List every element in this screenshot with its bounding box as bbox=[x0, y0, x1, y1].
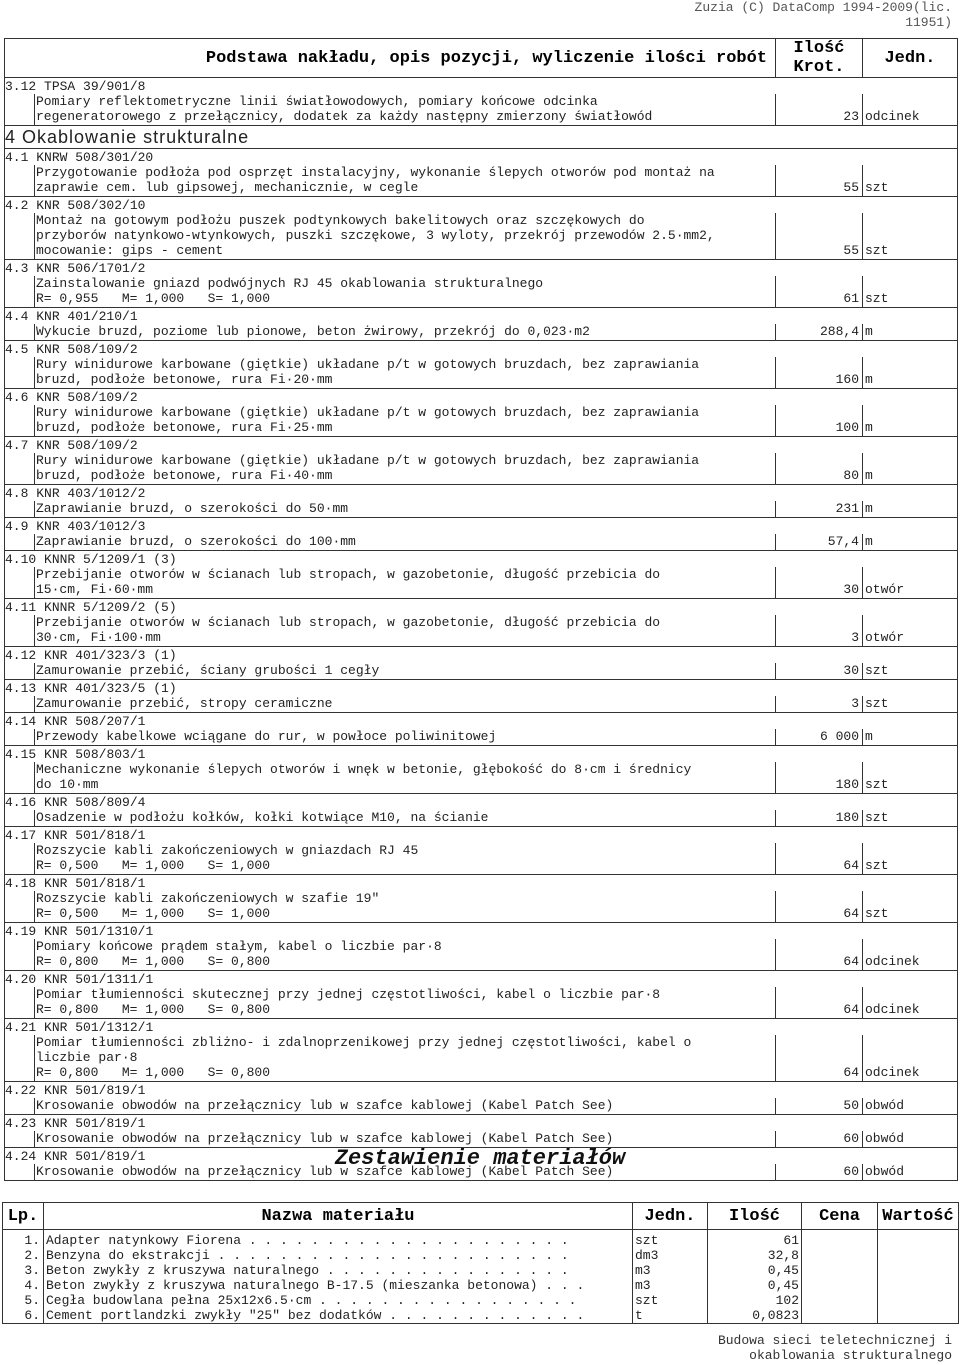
item-quantity: 64 bbox=[776, 939, 863, 971]
item-unit: otwór bbox=[863, 615, 958, 647]
item-code: KNR 508/109/2 bbox=[36, 438, 138, 453]
item-header bbox=[5, 713, 958, 730]
table-row bbox=[5, 501, 958, 518]
item-description: Pomiary końcowe prądem stałym, kabel o liczbie par·8 R= 0,800 M= 1,000 S= 0,800 bbox=[35, 939, 776, 971]
material-unit: dm3 bbox=[633, 1248, 708, 1263]
item-description: Zaprawianie bruzd, o szerokości do 100·mm bbox=[35, 534, 776, 551]
material-lp: 6. bbox=[3, 1308, 44, 1324]
section-title: 4 Okablowanie strukturalne bbox=[5, 126, 958, 149]
item-description: Krosowanie obwodów na przełącznicy lub w szafce kablowej (Kabel Patch See) bbox=[35, 1164, 776, 1181]
item-number: 4.11 bbox=[5, 600, 37, 615]
materials-title: Zestawienie materiałów bbox=[334, 1146, 626, 1171]
footer-line1: Budowa sieci teletechnicznej i bbox=[717, 1333, 952, 1348]
material-name: Benzyna do ekstrakcji . . . . . . . . . . . . . . . . . . . . . . . bbox=[44, 1248, 633, 1263]
item-header-row bbox=[5, 599, 958, 616]
item-quantity: 30 bbox=[776, 663, 863, 680]
item-unit: szt bbox=[863, 663, 958, 680]
item-description: Krosowanie obwodów na przełącznicy lub w szafce kablowej (Kabel Patch See) bbox=[35, 1098, 776, 1115]
item-description: Przygotowanie podłoża pod osprzęt instalacyjny, wykonanie ślepych otworów pod montaż na zaprawie cem. lub gipsowej, mechanicznie, w cegle bbox=[35, 165, 776, 197]
item-indent bbox=[5, 810, 35, 827]
item-description: Montaż na gotowym podłożu puszek podtynkowych bakelitowych oraz szczękowych do przyborów natynkowo-wtynkowych, puszki szczękowe, 3 wyloty, przekrój przewodów 2.5·mm2, mocowanie: gips - cement bbox=[35, 213, 776, 260]
item-header bbox=[5, 680, 958, 697]
item-indent bbox=[5, 534, 35, 551]
item-header bbox=[5, 1082, 958, 1099]
item-description: Przebijanie otworów w ścianach lub stropach, w gazobetonie, długość przebicia do 30·cm, Fi·100·mm bbox=[35, 615, 776, 647]
item-description: Pomiary reflektometryczne linii światłowodowych, pomiary końcowe odcinka regeneratorowego z przełącznicy, dodatek za każdy następny zmierzony światłowód bbox=[35, 94, 776, 126]
material-qty: 61 bbox=[708, 1230, 802, 1249]
item-code: KNR 501/819/1 bbox=[44, 1149, 146, 1164]
col-header-qty: Ilość Krot. bbox=[776, 39, 863, 78]
item-header bbox=[5, 485, 958, 502]
item-number: 4.2 bbox=[5, 198, 29, 213]
item-header-row bbox=[5, 713, 958, 730]
mat-header-qty: Ilość bbox=[708, 1203, 802, 1230]
item-quantity: 30 bbox=[776, 567, 863, 599]
material-row bbox=[3, 1308, 959, 1324]
item-code: KNR 501/818/1 bbox=[44, 876, 146, 891]
table-row bbox=[5, 729, 958, 746]
item-indent bbox=[5, 94, 35, 126]
item-header bbox=[5, 875, 958, 892]
item-code: KNR 501/818/1 bbox=[44, 828, 146, 843]
item-code: KNNR 5/1209/2 (5) bbox=[44, 600, 177, 615]
item-description: Osadzenie w podłożu kołków, kołki kotwiące M10, na ścianie bbox=[35, 810, 776, 827]
item-number: 3.12 bbox=[5, 79, 37, 94]
item-description: Rury winidurowe karbowane (giętkie) układane p/t w gotowych bruzdach, bez zaprawiania bruzd, podłoże betonowe, rura Fi·40·mm bbox=[35, 453, 776, 485]
item-indent bbox=[5, 405, 35, 437]
item-quantity: 160 bbox=[776, 357, 863, 389]
item-quantity: 55 bbox=[776, 213, 863, 260]
item-indent bbox=[5, 939, 35, 971]
item-header-row bbox=[5, 149, 958, 166]
item-indent bbox=[5, 453, 35, 485]
material-price bbox=[802, 1293, 878, 1308]
item-unit: odcinek bbox=[863, 1035, 958, 1082]
item-description: Zamurowanie przebić, ściany grubości 1 cegły bbox=[35, 663, 776, 680]
item-number: 4.13 bbox=[5, 681, 37, 696]
item-indent bbox=[5, 1035, 35, 1082]
table-row bbox=[5, 213, 958, 260]
item-description: Zainstalowanie gniazd podwójnych RJ 45 okablowania strukturalnego R= 0,955 M= 1,000 S= 1,000 bbox=[35, 276, 776, 308]
item-code: KNNR 5/1209/1 (3) bbox=[44, 552, 177, 567]
item-code: KNR 508/109/2 bbox=[36, 390, 138, 405]
item-header bbox=[5, 923, 958, 940]
item-code: KNR 501/1312/1 bbox=[44, 1020, 154, 1035]
table-title: Podstawa nakładu, opis pozycji, wyliczenie ilości robót bbox=[5, 39, 776, 78]
item-code: KNR 508/803/1 bbox=[44, 747, 146, 762]
item-header bbox=[5, 341, 958, 358]
item-quantity: 60 bbox=[776, 1164, 863, 1181]
material-value bbox=[878, 1278, 959, 1293]
item-number: 4.3 bbox=[5, 261, 29, 276]
item-header-row bbox=[5, 518, 958, 535]
material-lp: 3. bbox=[3, 1263, 44, 1278]
item-header-row bbox=[5, 437, 958, 454]
item-quantity: 61 bbox=[776, 276, 863, 308]
item-description: Rozszycie kabli zakończeniowych w gniazdach RJ 45 R= 0,500 M= 1,000 S= 1,000 bbox=[35, 843, 776, 875]
material-unit: szt bbox=[633, 1230, 708, 1249]
material-price bbox=[802, 1308, 878, 1324]
item-code: KNR 403/1012/3 bbox=[36, 519, 146, 534]
item-description: Mechaniczne wykonanie ślepych otworów i wnęk w betonie, głębokość do 8·cm i średnicy do 10·mm bbox=[35, 762, 776, 794]
item-description: Przewody kabelkowe wciągane do rur, w powłoce poliwinitowej bbox=[35, 729, 776, 746]
item-number: 4.17 bbox=[5, 828, 37, 843]
item-unit: szt bbox=[863, 762, 958, 794]
table-row bbox=[5, 405, 958, 437]
material-name: Cement portlandzki zwykły "25" bez dodatków . . . . . . . . . . . . . bbox=[44, 1308, 633, 1324]
item-header-row bbox=[5, 197, 958, 214]
item-indent bbox=[5, 324, 35, 341]
material-value bbox=[878, 1248, 959, 1263]
item-code: KNR 501/1310/1 bbox=[44, 924, 154, 939]
footer-project-name bbox=[652, 1333, 952, 1363]
work-items-table bbox=[4, 38, 958, 1181]
material-name: Adapter natynkowy Fiorena . . . . . . . . . . . . . . . . . . . . . bbox=[44, 1230, 633, 1249]
table-row bbox=[5, 615, 958, 647]
table-row bbox=[5, 843, 958, 875]
item-header bbox=[5, 647, 958, 664]
item-quantity: 50 bbox=[776, 1098, 863, 1115]
item-number: 4.12 bbox=[5, 648, 37, 663]
item-indent bbox=[5, 357, 35, 389]
item-header bbox=[5, 308, 958, 325]
item-unit: odcinek bbox=[863, 987, 958, 1019]
material-lp: 1. bbox=[3, 1230, 44, 1249]
materials-body bbox=[3, 1230, 959, 1324]
item-quantity: 64 bbox=[776, 891, 863, 923]
item-indent bbox=[5, 762, 35, 794]
material-row bbox=[3, 1248, 959, 1263]
item-number: 4.5 bbox=[5, 342, 29, 357]
item-quantity: 180 bbox=[776, 810, 863, 827]
item-header-row bbox=[5, 794, 958, 811]
item-quantity: 64 bbox=[776, 1035, 863, 1082]
item-quantity: 6 000 bbox=[776, 729, 863, 746]
item-header-row bbox=[5, 389, 958, 406]
item-code: KNR 401/210/1 bbox=[36, 309, 138, 324]
item-quantity: 64 bbox=[776, 843, 863, 875]
mat-header-price: Cena bbox=[802, 1203, 878, 1230]
item-number: 4.18 bbox=[5, 876, 37, 891]
mat-header-name: Nazwa materiału bbox=[44, 1203, 633, 1230]
item-header-row bbox=[5, 308, 958, 325]
item-number: 4.14 bbox=[5, 714, 37, 729]
material-price bbox=[802, 1278, 878, 1293]
item-header bbox=[5, 794, 958, 811]
material-value bbox=[878, 1230, 959, 1249]
item-header-row bbox=[5, 1115, 958, 1132]
item-indent bbox=[5, 987, 35, 1019]
item-unit: obwód bbox=[863, 1131, 958, 1148]
material-unit: m3 bbox=[633, 1278, 708, 1293]
section-row bbox=[5, 126, 958, 149]
item-header-row bbox=[5, 1082, 958, 1099]
mat-header-lp: Lp. bbox=[3, 1203, 44, 1230]
item-unit: m bbox=[863, 324, 958, 341]
table-row bbox=[5, 1035, 958, 1082]
material-value bbox=[878, 1263, 959, 1278]
material-qty: 0,45 bbox=[708, 1263, 802, 1278]
item-unit: odcinek bbox=[863, 94, 958, 126]
copyright-line1: Zuzia (C) DataComp 1994-2009(lic. bbox=[694, 0, 952, 15]
item-header bbox=[5, 599, 958, 616]
mat-header-unit: Jedn. bbox=[633, 1203, 708, 1230]
item-header-row bbox=[5, 971, 958, 988]
table-row bbox=[5, 94, 958, 126]
item-unit: szt bbox=[863, 810, 958, 827]
material-unit: t bbox=[633, 1308, 708, 1324]
table-row bbox=[5, 567, 958, 599]
material-price bbox=[802, 1230, 878, 1249]
material-unit: m3 bbox=[633, 1263, 708, 1278]
table-row bbox=[5, 534, 958, 551]
item-header bbox=[5, 197, 958, 214]
item-description: Przebijanie otworów w ścianach lub stropach, w gazobetonie, długość przebicia do 15·cm, Fi·60·mm bbox=[35, 567, 776, 599]
item-number: 4.7 bbox=[5, 438, 29, 453]
item-code: KNR 401/323/3 (1) bbox=[44, 648, 177, 663]
item-code: KNRW 508/301/20 bbox=[36, 150, 154, 165]
item-unit: szt bbox=[863, 696, 958, 713]
table-row bbox=[5, 987, 958, 1019]
material-name: Cegła budowlana pełna 25x12x6.5·cm . . . . . . . . . . . . . . . . . bbox=[44, 1293, 633, 1308]
item-quantity: 64 bbox=[776, 987, 863, 1019]
item-header bbox=[5, 827, 958, 844]
material-row bbox=[3, 1263, 959, 1278]
item-number: 4.6 bbox=[5, 390, 29, 405]
item-header bbox=[5, 518, 958, 535]
material-price bbox=[802, 1248, 878, 1263]
item-code: TPSA 39/901/8 bbox=[44, 79, 146, 94]
table-row bbox=[5, 810, 958, 827]
item-header bbox=[5, 551, 958, 568]
footer-line2: okablowania strukturalnego bbox=[749, 1348, 952, 1363]
item-description: Rozszycie kabli zakończeniowych w szafie 19" R= 0,500 M= 1,000 S= 1,000 bbox=[35, 891, 776, 923]
item-number: 4.21 bbox=[5, 1020, 37, 1035]
item-header bbox=[5, 746, 958, 763]
item-header-row bbox=[5, 875, 958, 892]
work-items-body bbox=[5, 78, 958, 1181]
material-row bbox=[3, 1230, 959, 1249]
item-number: 4.16 bbox=[5, 795, 37, 810]
material-lp: 5. bbox=[3, 1293, 44, 1308]
item-unit: szt bbox=[863, 843, 958, 875]
item-quantity: 23 bbox=[776, 94, 863, 126]
item-header bbox=[5, 260, 958, 277]
item-header-row bbox=[5, 746, 958, 763]
item-unit: szt bbox=[863, 165, 958, 197]
materials-table bbox=[2, 1202, 959, 1324]
item-number: 4.9 bbox=[5, 519, 29, 534]
item-indent bbox=[5, 663, 35, 680]
item-header bbox=[5, 389, 958, 406]
item-number: 4.23 bbox=[5, 1116, 37, 1131]
item-number: 4.1 bbox=[5, 150, 29, 165]
table-row bbox=[5, 357, 958, 389]
table-row bbox=[5, 696, 958, 713]
item-description: Pomiar tłumienności skutecznej przy jednej częstotliwości, kabel o liczbie par·8 R= 0,800 M= 1,000 S= 0,800 bbox=[35, 987, 776, 1019]
item-unit: szt bbox=[863, 213, 958, 260]
item-code: KNR 501/819/1 bbox=[44, 1083, 146, 1098]
item-quantity: 60 bbox=[776, 1131, 863, 1148]
item-header bbox=[5, 971, 958, 988]
item-quantity: 231 bbox=[776, 501, 863, 518]
item-code: KNR 508/207/1 bbox=[44, 714, 146, 729]
item-code: KNR 508/302/10 bbox=[36, 198, 146, 213]
item-code: KNR 501/819/1 bbox=[44, 1116, 146, 1131]
item-unit: obwód bbox=[863, 1098, 958, 1115]
item-indent bbox=[5, 165, 35, 197]
item-description: Rury winidurowe karbowane (giętkie) układane p/t w gotowych bruzdach, bez zaprawiania bruzd, podłoże betonowe, rura Fi·20·mm bbox=[35, 357, 776, 389]
item-header-row bbox=[5, 923, 958, 940]
material-value bbox=[878, 1308, 959, 1324]
item-indent bbox=[5, 1098, 35, 1115]
item-header-row bbox=[5, 341, 958, 358]
material-name: Beton zwykły z kruszywa naturalnego B-17.5 (mieszanka betonowa) . . . bbox=[44, 1278, 633, 1293]
material-qty: 0,45 bbox=[708, 1278, 802, 1293]
material-price bbox=[802, 1263, 878, 1278]
item-unit: odcinek bbox=[863, 939, 958, 971]
item-unit: m bbox=[863, 453, 958, 485]
item-quantity: 3 bbox=[776, 696, 863, 713]
item-description: Wykucie bruzd, poziome lub pionowe, beton żwirowy, przekrój do 0,023·m2 bbox=[35, 324, 776, 341]
item-number: 4.10 bbox=[5, 552, 37, 567]
item-quantity: 180 bbox=[776, 762, 863, 794]
item-unit: m bbox=[863, 357, 958, 389]
item-code: KNR 508/809/4 bbox=[44, 795, 146, 810]
item-unit: m bbox=[863, 501, 958, 518]
item-header-row bbox=[5, 485, 958, 502]
material-qty: 32,8 bbox=[708, 1248, 802, 1263]
item-number: 4.4 bbox=[5, 309, 29, 324]
material-qty: 102 bbox=[708, 1293, 802, 1308]
item-unit: m bbox=[863, 534, 958, 551]
material-unit: szt bbox=[633, 1293, 708, 1308]
item-header bbox=[5, 78, 958, 95]
item-unit: szt bbox=[863, 891, 958, 923]
item-code: KNR 508/109/2 bbox=[36, 342, 138, 357]
item-unit: obwód bbox=[863, 1164, 958, 1181]
table-row bbox=[5, 453, 958, 485]
material-qty: 0,0823 bbox=[708, 1308, 802, 1324]
material-row bbox=[3, 1278, 959, 1293]
item-header-row bbox=[5, 1019, 958, 1036]
copyright-line2: 11951) bbox=[905, 15, 952, 30]
table-row bbox=[5, 324, 958, 341]
item-quantity: 57,4 bbox=[776, 534, 863, 551]
table-row bbox=[5, 1098, 958, 1115]
material-lp: 2. bbox=[3, 1248, 44, 1263]
item-header bbox=[5, 149, 958, 166]
item-header-row bbox=[5, 551, 958, 568]
material-lp: 4. bbox=[3, 1278, 44, 1293]
item-header-row bbox=[5, 827, 958, 844]
material-value bbox=[878, 1293, 959, 1308]
table-row bbox=[5, 891, 958, 923]
item-quantity: 55 bbox=[776, 165, 863, 197]
item-header-row bbox=[5, 78, 958, 95]
item-description: Zaprawianie bruzd, o szerokości do 50·mm bbox=[35, 501, 776, 518]
item-number: 4.24 bbox=[5, 1149, 37, 1164]
item-indent bbox=[5, 729, 35, 746]
item-indent bbox=[5, 501, 35, 518]
item-indent bbox=[5, 567, 35, 599]
item-header-row bbox=[5, 647, 958, 664]
material-name: Beton zwykły z kruszywa naturalnego . . . . . . . . . . . . . . . . bbox=[44, 1263, 633, 1278]
item-code: KNR 401/323/5 (1) bbox=[44, 681, 177, 696]
item-quantity: 80 bbox=[776, 453, 863, 485]
table-row bbox=[5, 762, 958, 794]
item-header bbox=[5, 1115, 958, 1132]
item-header-row bbox=[5, 680, 958, 697]
item-number: 4.19 bbox=[5, 924, 37, 939]
item-quantity: 3 bbox=[776, 615, 863, 647]
item-indent bbox=[5, 615, 35, 647]
table-row bbox=[5, 663, 958, 680]
item-indent bbox=[5, 696, 35, 713]
item-code: KNR 501/1311/1 bbox=[44, 972, 154, 987]
mat-header-value: Wartość bbox=[878, 1203, 959, 1230]
item-code: KNR 506/1701/2 bbox=[36, 261, 146, 276]
item-number: 4.22 bbox=[5, 1083, 37, 1098]
item-number: 4.20 bbox=[5, 972, 37, 987]
table-row bbox=[5, 276, 958, 308]
item-header-row bbox=[5, 260, 958, 277]
item-indent bbox=[5, 276, 35, 308]
item-indent bbox=[5, 843, 35, 875]
item-header bbox=[5, 1019, 958, 1036]
item-indent bbox=[5, 891, 35, 923]
item-indent bbox=[5, 213, 35, 260]
item-description: Krosowanie obwodów na przełącznicy lub w szafce kablowej (Kabel Patch See) bbox=[35, 1131, 776, 1148]
table-row bbox=[5, 939, 958, 971]
material-row bbox=[3, 1293, 959, 1308]
item-description: Pomiar tłumienności zbliżno- i zdalnoprzenikowej przy jednej częstotliwości, kabel o liczbie par·8 R= 0,800 M= 1,000 S= 0,800 bbox=[35, 1035, 776, 1082]
item-quantity: 288,4 bbox=[776, 324, 863, 341]
item-unit: m bbox=[863, 729, 958, 746]
item-number: 4.15 bbox=[5, 747, 37, 762]
item-description: Zamurowanie przebić, stropy ceramiczne bbox=[35, 696, 776, 713]
item-header bbox=[5, 437, 958, 454]
item-number: 4.8 bbox=[5, 486, 29, 501]
item-unit: m bbox=[863, 405, 958, 437]
col-header-unit: Jedn. bbox=[863, 39, 958, 78]
item-quantity: 100 bbox=[776, 405, 863, 437]
item-unit: szt bbox=[863, 276, 958, 308]
table-row bbox=[5, 165, 958, 197]
item-code: KNR 403/1012/2 bbox=[36, 486, 146, 501]
copyright-header bbox=[652, 0, 952, 30]
item-unit: otwór bbox=[863, 567, 958, 599]
item-description: Rury winidurowe karbowane (giętkie) układane p/t w gotowych bruzdach, bez zaprawiania bruzd, podłoże betonowe, rura Fi·25·mm bbox=[35, 405, 776, 437]
